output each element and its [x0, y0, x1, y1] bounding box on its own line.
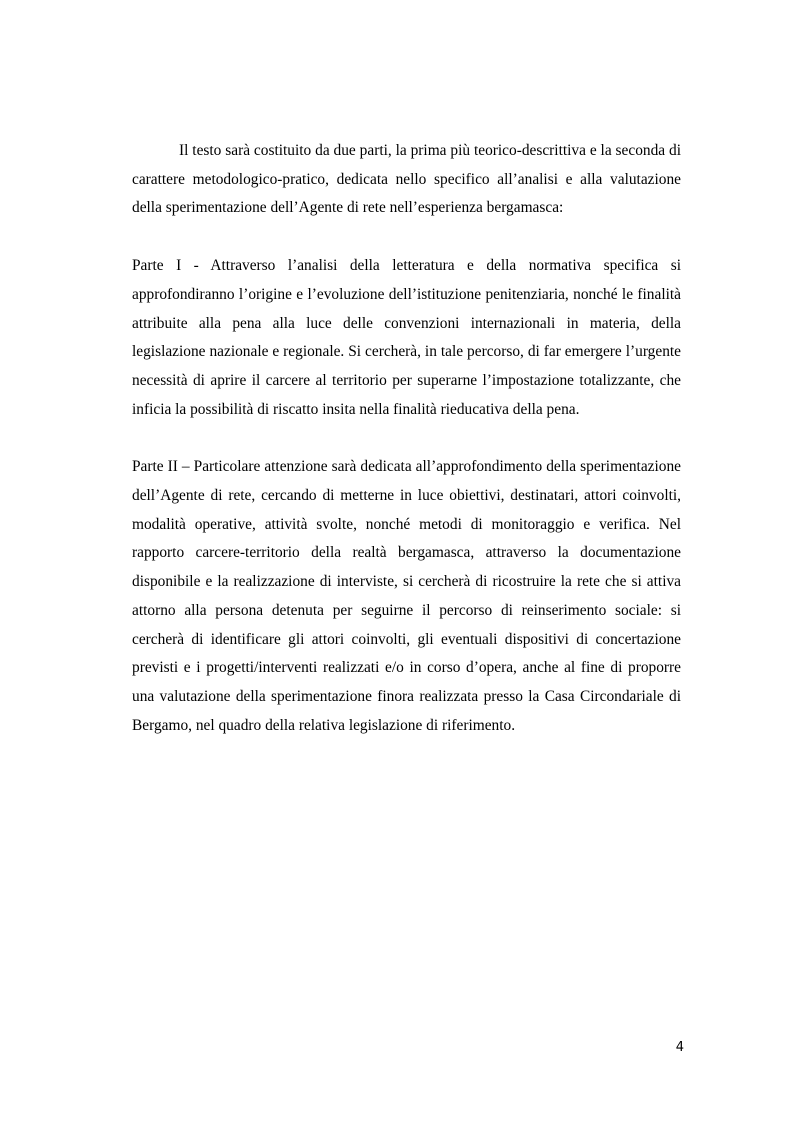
part-two-paragraph: Parte II – Particolare attenzione sarà dedicata all’approfondimento della sperimentazione dell’Agente di rete, cercando di metterne in luce obiettivi, destinatari, attori coinvolti, modalità operative, attività svolte, nonché metodi di monitoraggio e verifica. Nel rapporto carcere-territorio della realtà bergamasca, attraverso la documentazione disponibile e la realizzazione di interviste, si cercherà di ricostruire la rete che si attiva attorno alla persona detenuta per seguirne il percorso di reinserimento sociale: si cercherà di identificare gli attori coinvolti, gli eventuali dispositivi di concertazione previsti e i progetti/interventi realizzati e/o in corso d’opera, anche al fine di proporre una valutazione della sperimentazione finora realizzata presso la Casa Circondariale di Bergamo, nel quadro della relativa legislazione di riferimento.	[132, 458, 681, 734]
part-one-paragraph: Parte I - Attraverso l’analisi della letteratura e della normativa specifica si approfondiranno l’origine e l’evoluzione dell’istituzione penitenziaria, nonché le finalità attribuite alla pena alla luce delle convenzioni internazionali in materia, della legislazione nazionale e regionale. Si cercherà, in tale percorso, di far emergere l’urgente necessità di aprire il carcere al territorio per superarne l’impostazione totalizzante, che inficia la possibilità di riscatto insita nella finalità rieducativa della pena.	[132, 257, 681, 418]
intro-paragraph: Il testo sarà costituito da due parti, la prima più teorico-descrittiva e la seconda di carattere metodologico-pratico, dedicata nello specifico all’analisi e alla valutazione della sperimentazione dell’Agente di rete nell’esperienza bergamasca:	[132, 142, 681, 217]
body-text	[132, 137, 681, 769]
page-number: 4	[675, 1040, 684, 1055]
